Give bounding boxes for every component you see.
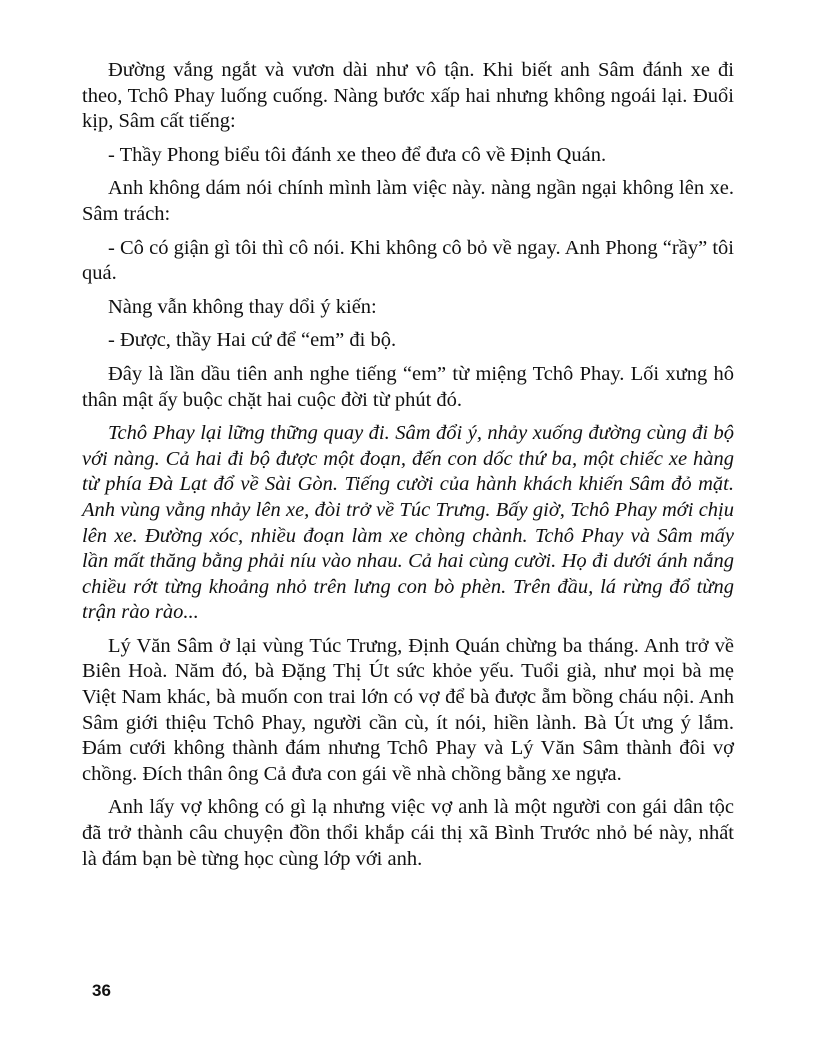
paragraph: - Thầy Phong biểu tôi đánh xe theo để đưa cô về Định Quán. (108, 143, 607, 166)
italic-paragraph: Tchô Phay lại lững thững quay đi. Sâm đổi ý, nhảy xuống đường cùng đi bộ với nàng. Cả hai đi bộ được một đoạn, đến con dốc thứ ba, một chiếc xe hàng từ phía Đà Lạt đổ về Sài Gòn. Tiếng cười của hành khách khiến Sâm đỏ mặt. Anh vùng vằng nhảy lên xe, đòi trở về Túc Trưng. Bấy giờ, Tchô Phay mới chịu lên xe. Đường xóc, nhiều đoạn làm xe chòng chành. Tchô Phay và Sâm mấy lần mất thăng bằng phải níu vào nhau. Cả hai cùng cười. Họ đi dưới ánh nắng chiều rớt từng khoảng nhỏ trên lưng con bò phèn. Trên đầu, lá rừng đổ từng trận rào rào... (82, 422, 734, 624)
paragraph: - Được, thầy Hai cứ để “em” đi bộ. (108, 329, 397, 352)
page-body (82, 58, 734, 880)
paragraph: Đây là lần dầu tiên anh nghe tiếng “em” từ miệng Tchô Phay. Lối xưng hô thân mật ấy buộc chặt hai cuộc đời từ phút đó. (82, 362, 734, 411)
paragraph: Đường vắng ngắt và vươn dài như vô tận. Khi biết anh Sâm đánh xe đi theo, Tchô Phay luống cuống. Nàng bước xấp hai nhưng không ngoái lại. Đuổi kịp, Sâm cất tiếng: (82, 59, 734, 133)
paragraph: Anh không dám nói chính mình làm việc này. nàng ngần ngại không lên xe. Sâm trách: (82, 177, 734, 225)
page-number: 36 (92, 981, 111, 1000)
paragraph: Lý Văn Sâm ở lại vùng Túc Trưng, Định Quán chừng ba tháng. Anh trở về Biên Hoà. Năm đó, bà Đặng Thị Út sức khỏe yếu. Tuổi già, như mọi bà mẹ Việt Nam khác, bà muốn con trai lớn có vợ để bà được ẵm bồng cháu nội. Anh Sâm giới thiệu Tchô Phay, người cần cù, ít nói, hiền lành. Bà Út ưng ý lắm. Đám cưới không thành đám nhưng Tchô Phay và Lý Văn Sâm thành đôi vợ chồng. Đích thân ông Cả đưa con gái về nhà chồng bằng xe ngựa. (82, 634, 734, 785)
paragraph: - Cô có giận gì tôi thì cô nói. Khi không cô bỏ về ngay. Anh Phong “rầy” tôi quá. (82, 236, 734, 285)
paragraph: Nàng vẫn không thay dổi ý kiến: (108, 295, 377, 318)
paragraph: Anh lấy vợ không có gì lạ nhưng việc vợ anh là một người con gái dân tộc đã trở thành câu chuyện đồn thổi khắp cái thị xã Bình Trước nhỏ bé này, nhất là đám bạn bè từng học cùng lớp với anh. (82, 796, 734, 870)
